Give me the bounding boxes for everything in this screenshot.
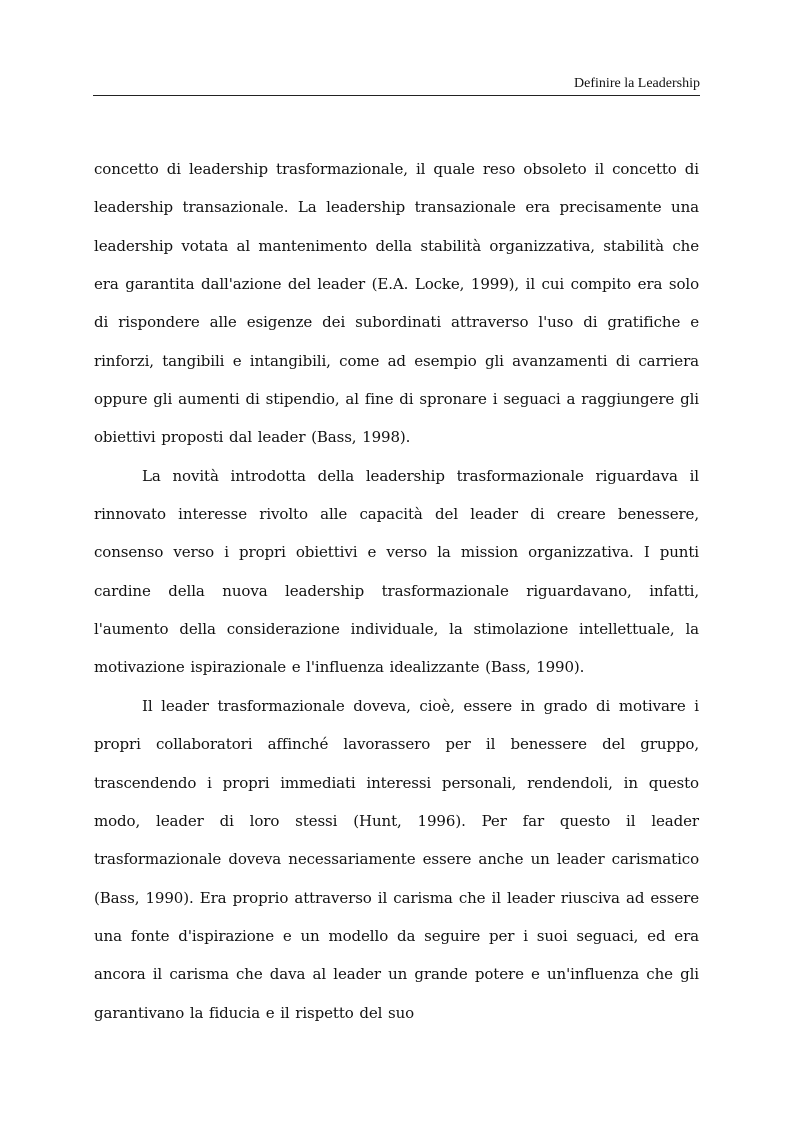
paragraph-3: Il leader trasformazionale doveva, cioè, essere in grado di motivare i propri collaboratori affinché lavorassero per il benessere del gruppo, trascendendo i propri immediati interessi personali, rendendoli, in questo modo, leader di loro stessi (Hunt, 1996). Per far questo il leader trasformazionale doveva necessariamente essere anche un leader carismatico (Bass, 1990). Era proprio attraverso il carisma che il leader riusciva ad essere una fonte d'ispirazione e un modello da seguire per i suoi seguaci, ed era ancora il carisma che dava al leader un grande potere e un'influenza che gli garantivano la fiducia e il rispetto del suo [94,696,699,1022]
running-header-title: Definire la Leadership [574,76,700,91]
paragraph-2: La novità introdotta della leadership trasformazionale riguardava il rinnovato interesse rivolto alle capacità del leader di creare benessere, consenso verso i propri obiettivi e verso la mission organizzativa. I punti cardine della nuova leadership trasformazionale riguardavano, infatti, l'aumento della considerazione individuale, la stimolazione intellettuale, la motivazione ispirazionale e l'influenza idealizzante (Bass, 1990). [94,466,699,677]
page-header [93,76,700,96]
body-text [94,150,699,1032]
paragraph-1: concetto di leadership trasformazionale, il quale reso obsoleto il concetto di leadership transazionale. La leadership transazionale era precisamente una leadership votata al mantenimento della stabilità organizzativa, stabilità che era garantita dall'azione del leader (E.A. Locke, 1999), il cui compito era solo di rispondere alle esigenze dei subordinati attraverso l'uso di gratifiche e rinforzi, tangibili e intangibili, come ad esempio gli avanzamenti di carriera oppure gli aumenti di stipendio, al fine di spronare i seguaci a raggiungere gli obiettivi proposti dal leader (Bass, 1998). [94,160,699,447]
